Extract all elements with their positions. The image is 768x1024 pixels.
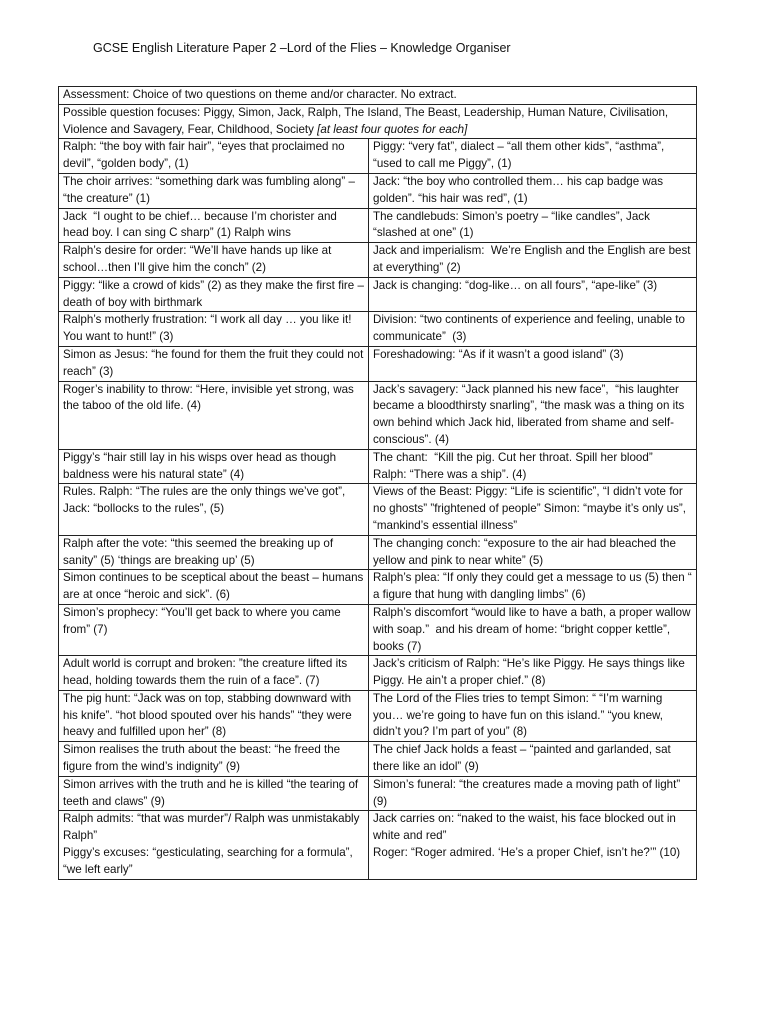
table-row bbox=[59, 570, 697, 605]
question-focuses-cell bbox=[59, 104, 697, 139]
table-row bbox=[59, 604, 697, 655]
table-row bbox=[59, 243, 697, 278]
table-row bbox=[59, 776, 697, 811]
quote-cell-left: The choir arrives: “something dark was fumbling along” – “the creature” (1) bbox=[59, 173, 369, 208]
quote-cell-right: Jack’s criticism of Ralph: “He’s like Piggy. He says things like Piggy. He ain’t a proper chief.” (8) bbox=[369, 656, 697, 691]
quote-cell-left: Simon arrives with the truth and he is killed “the tearing of teeth and claws” (9) bbox=[59, 776, 369, 811]
quote-cell-right: The Lord of the Flies tries to tempt Simon: “ “I’m warning you… we’re going to have fun on this island.” “you knew, didn’t you? I’m part of you” (8) bbox=[369, 690, 697, 741]
quote-cell-left: Ralph’s motherly frustration: “I work all day … you like it! You want to hunt!” (3) bbox=[59, 312, 369, 347]
quote-cell-right: Jack carries on: “naked to the waist, his face blocked out in white and red” Roger: “Roger admired. ‘He’s a proper Chief, isn’t he?’” (10) bbox=[369, 811, 697, 879]
quote-cell-right: Ralph’s plea: “If only they could get a message to us (5) then “ a figure that hung with dangling limbs” (6) bbox=[369, 570, 697, 605]
quote-cell-right: Jack is changing: “dog-like… on all fours”, “ape-like” (3) bbox=[369, 277, 697, 312]
quote-cell-left: Simon as Jesus: “he found for them the fruit they could not reach” (3) bbox=[59, 346, 369, 381]
quote-cell-right: Simon’s funeral: “the creatures made a moving path of light” (9) bbox=[369, 776, 697, 811]
quote-cell-left: Piggy’s “hair still lay in his wisps over head as though baldness were his natural state” (4) bbox=[59, 449, 369, 484]
quote-cell-left: Ralph: “the boy with fair hair”, “eyes that proclaimed no devil”, “golden body”, (1) bbox=[59, 139, 369, 174]
quote-cell-left: Ralph’s desire for order: “We’ll have hands up like at school…then I’ll give him the conch” (2) bbox=[59, 243, 369, 278]
table-row bbox=[59, 690, 697, 741]
quote-cell-left: Simon continues to be sceptical about the beast – humans are at once “heroic and sick”. (6) bbox=[59, 570, 369, 605]
table-row bbox=[59, 312, 697, 347]
quote-cell-right: The candlebuds: Simon’s poetry – “like candles”, Jack “slashed at one” (1) bbox=[369, 208, 697, 243]
table-row bbox=[59, 173, 697, 208]
quotes-note: [at least four quotes for each] bbox=[317, 122, 468, 136]
quote-cell-right: Division: “two continents of experience and feeling, unable to communicate” (3) bbox=[369, 312, 697, 347]
quote-cell-left: Adult world is corrupt and broken: ”the creature lifted its head, holding towards them the ruin of a face”. (7) bbox=[59, 656, 369, 691]
quote-cell-left: Piggy: “like a crowd of kids” (2) as they make the first fire – death of boy with birthmark bbox=[59, 277, 369, 312]
table-row bbox=[59, 449, 697, 484]
quote-cell-left: Rules. Ralph: “The rules are the only things we’ve got”, Jack: “bollocks to the rules”, (5) bbox=[59, 484, 369, 535]
quote-cell-left: Ralph after the vote: “this seemed the breaking up of sanity” (5) ‘things are breaking up’ (5) bbox=[59, 535, 369, 570]
knowledge-organiser-table bbox=[58, 86, 697, 880]
page-title: GCSE English Literature Paper 2 –Lord of the Flies – Knowledge Organiser bbox=[93, 41, 511, 55]
quote-cell-left: The pig hunt: “Jack was on top, stabbing downward with his knife”. “hot blood spouted over his hands” “they were heavy and fulfilled upon her” (8) bbox=[59, 690, 369, 741]
quote-cell-right: The chief Jack holds a feast – “painted and garlanded, sat there like an idol” (9) bbox=[369, 742, 697, 777]
quote-cell-right: Jack and imperialism: We’re English and the English are best at everything” (2) bbox=[369, 243, 697, 278]
quote-cell-left: Roger’s inability to throw: “Here, invisible yet strong, was the taboo of the old life. (4) bbox=[59, 381, 369, 449]
table-row bbox=[59, 811, 697, 879]
quote-cell-right: Views of the Beast: Piggy: “Life is scientific”, “I didn’t vote for no ghosts” ”frightened of people” Simon: “maybe it’s only us”, “mankind’s essential illness” bbox=[369, 484, 697, 535]
quote-cell-left: Simon realises the truth about the beast: “he freed the figure from the wind’s indignity” (9) bbox=[59, 742, 369, 777]
quote-cell-right: Jack: “the boy who controlled them… his cap badge was golden”. “his hair was red”, (1) bbox=[369, 173, 697, 208]
table-row bbox=[59, 381, 697, 449]
assessment-cell: Assessment: Choice of two questions on theme and/or character. No extract. bbox=[59, 87, 697, 105]
quote-cell-right: Foreshadowing: “As if it wasn’t a good island” (3) bbox=[369, 346, 697, 381]
quote-cell-left: Simon’s prophecy: “You’ll get back to where you came from” (7) bbox=[59, 604, 369, 655]
table-row bbox=[59, 484, 697, 535]
question-focuses-text: Possible question focuses: Piggy, Simon, Jack, Ralph, The Island, The Beast, Leadership, Human Nature, Civilisation, Violence and Savagery, Fear, Childhood, Society bbox=[63, 105, 669, 136]
quote-cell-right: Piggy: “very fat”, dialect – “all them other kids”, “asthma”, “used to call me Piggy”, (1) bbox=[369, 139, 697, 174]
quote-cell-right: Jack’s savagery: “Jack planned his new face”, “his laughter became a bloodthirsty snarling”, “the mask was a thing on its own behind which Jack hid, liberated from shame and self-conscious”. (4) bbox=[369, 381, 697, 449]
quote-cell-right: The changing conch: “exposure to the air had bleached the yellow and pink to near white” (5) bbox=[369, 535, 697, 570]
quote-cell-right: The chant: “Kill the pig. Cut her throat. Spill her blood” Ralph: “There was a ship”. (4) bbox=[369, 449, 697, 484]
table-row bbox=[59, 535, 697, 570]
table-row bbox=[59, 346, 697, 381]
table-row bbox=[59, 656, 697, 691]
quote-cell-right: Ralph’s discomfort “would like to have a bath, a proper wallow with soap.” and his dream of home: “bright copper kettle”, books (7) bbox=[369, 604, 697, 655]
table-row bbox=[59, 139, 697, 174]
quote-cell-left: Ralph admits: “that was murder”/ Ralph was unmistakably Ralph” Piggy’s excuses: “gesticulating, searching for a formula”, “we left early” bbox=[59, 811, 369, 879]
table-row bbox=[59, 208, 697, 243]
table-row bbox=[59, 742, 697, 777]
quote-cell-left: Jack “I ought to be chief… because I’m chorister and head boy. I can sing C sharp” (1) Ralph wins bbox=[59, 208, 369, 243]
table-row bbox=[59, 277, 697, 312]
